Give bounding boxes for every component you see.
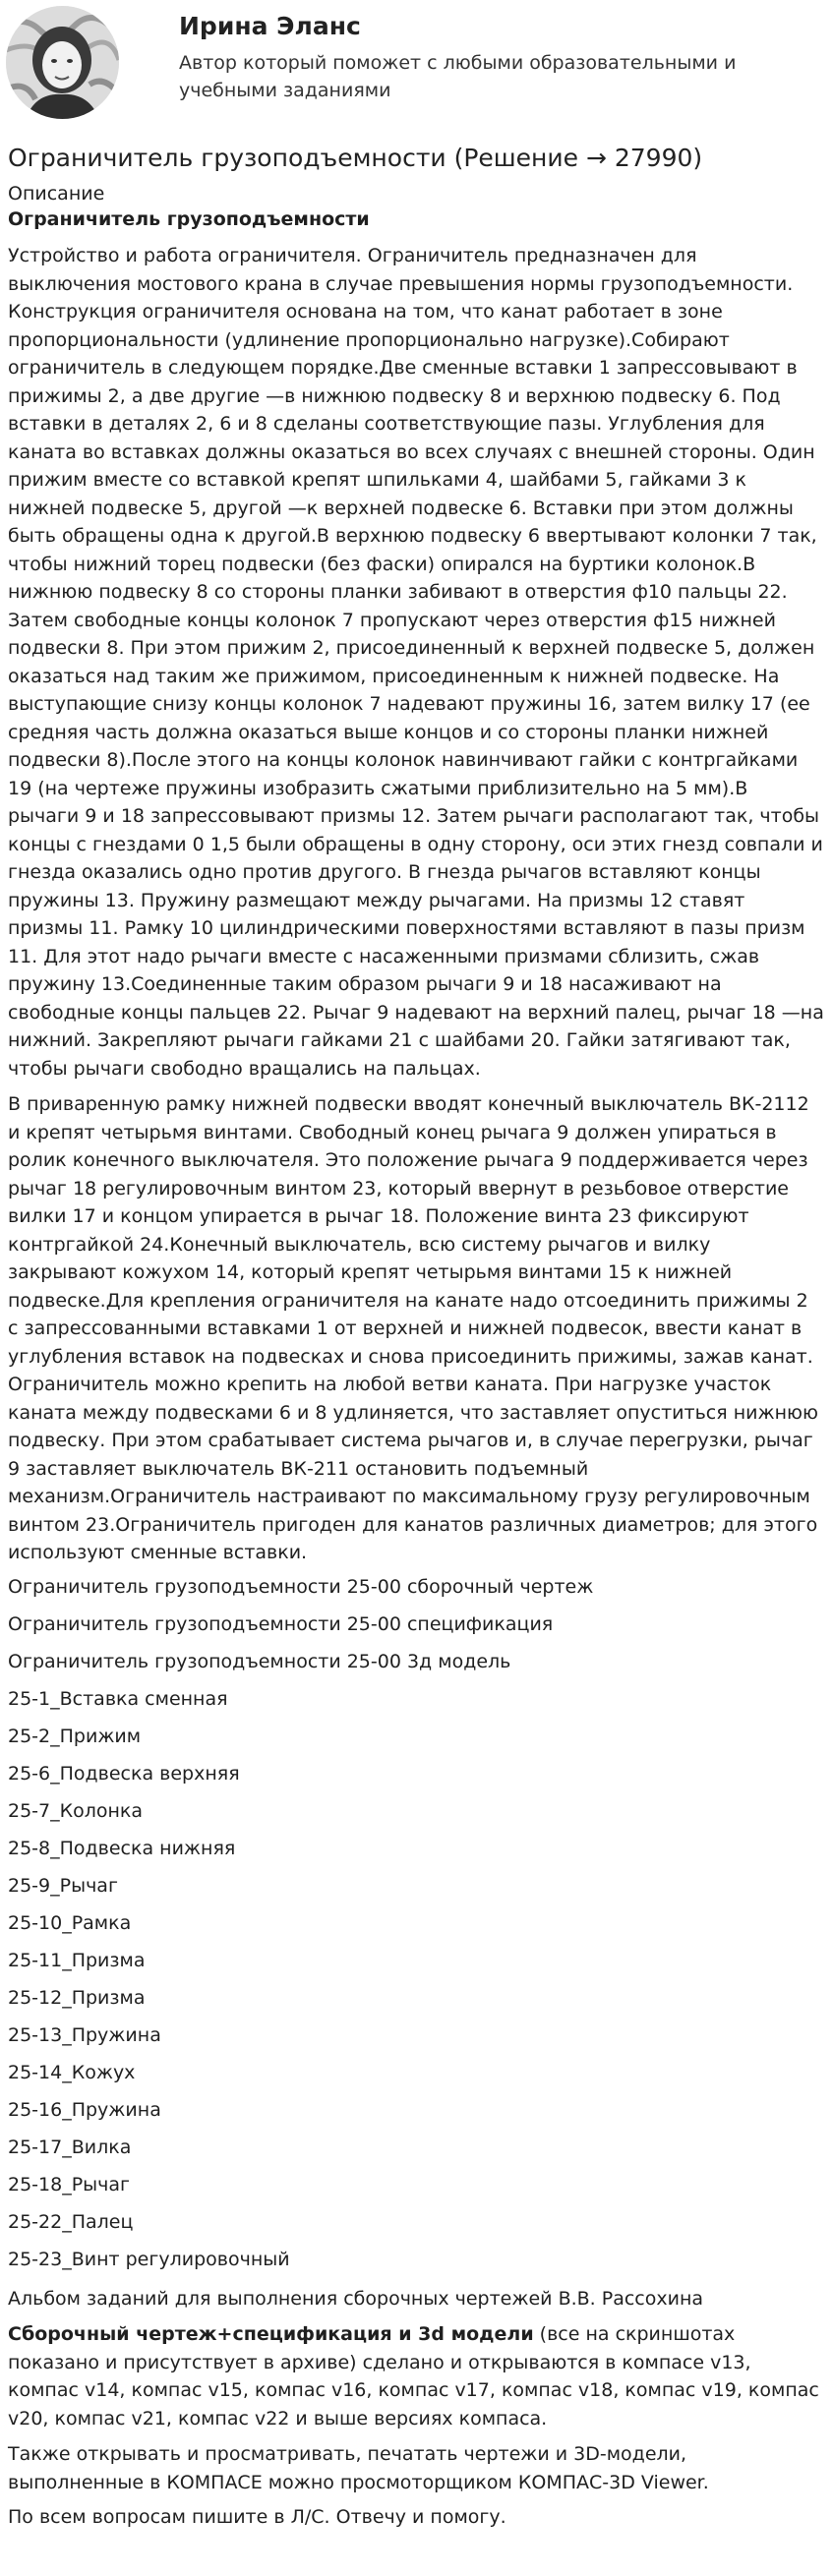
bundle-note-rest: (все на скриншотах показано и присутствует в архиве) сделано и открываются в компасе v13, компас v14, компас v15, компас v16, компас v17, компас v18, компас v19, компас v20, компас v21, компас v22 и выше версиях компаса. — [8, 2323, 819, 2430]
description-label: Описание — [8, 183, 105, 205]
file-list-item: 25-22_Палец — [8, 2210, 134, 2233]
file-list-item: 25-17_Вилка — [8, 2136, 132, 2158]
author-name[interactable]: Ирина Эланс — [179, 12, 361, 40]
file-list-item: Ограничитель грузоподъемности 25-00 сборочный чертеж — [8, 1575, 594, 1598]
file-list — [8, 1575, 824, 2272]
file-list-item: Ограничитель грузоподъемности 25-00 3д модель — [8, 1650, 511, 1672]
file-list-item: Ограничитель грузоподъемности 25-00 спецификация — [8, 1612, 554, 1635]
bundle-note-bold: Сборочный чертеж+спецификация и 3d модели — [8, 2323, 534, 2345]
page-title: Ограничитель грузоподъемности (Решение → 27990) — [8, 144, 703, 172]
file-list-item: 25-8_Подвеска нижняя — [8, 1837, 236, 1859]
file-list-item: 25-2_Прижим — [8, 1725, 142, 1747]
file-list-item: 25-23_Винт регулировочный — [8, 2248, 290, 2270]
contact-note: По всем вопросам пишите в Л/С. Отвечу и помогу. — [8, 2506, 506, 2528]
file-list-item: 25-7_Колонка — [8, 1799, 144, 1822]
description-paragraph-1: Устройство и работа ограничителя. Ограничитель предназначен для выключения мостового крана в случае превышения нормы грузоподъемности. Конструкция ограничителя основана на том, что канат работает в зоне пропорциональности (удлинение пропорционально нагрузке).Собирают ограничитель в следующем порядке.Две сменные вставки 1 запрессовывают в прижимы 2, а две другие —в нижнюю подвеску 8 и верхнюю подвеску 6. Под вставки в деталях 2, 6 и 8 сделаны соответствующие пазы. Углубления для каната во вставках должны оказаться во всех случаях с внешней стороны. Один прижим вместе со вставкой крепят шпильками 4, шайбами 5, гайками 3 к нижней подвеске 5, другой —к верхней подвеске 6. Вставки при этом должны быть обращены одна к другой.В верхнюю подвеску 6 ввертывают колонки 7 так, чтобы нижний торец подвески (без фаски) опирался на буртики колонок.В нижнюю подвеску 8 со стороны планки забивают в отверстия ф10 пальцы 22. Затем свободные концы колонок 7 пропускают через отверстия ф15 нижней подвески 8. При этом прижим 2, присоединенный к верхней подвеске 5, должен оказаться над таким же прижимом, присоединенным к нижней подвеске. На выступающие снизу концы колонок 7 надевают пружины 16, затем вилку 17 (ее средняя часть должна оказаться выше концов и со стороны планки нижней подвески 8).После этого на концы колонок навинчивают гайки с контргайками 19 (на чертеже пружины изобразить сжатыми приблизительно на 5 мм).В рычаги 9 и 18 запрессовывают призмы 12. Затем рычаги располагают так, чтобы концы с гнездами 0 1,5 были обращены в одну сторону, оси этих гнезд совпали и гнезда оказались одно против другого. В гнезда рычагов вставляют концы пружины 13. Пружину размещают между рычагами. На призмы 12 ставят призмы 11. Рамку 10 цилиндрическими поверхностями вставляют в пазы призм 11. Для этот надо рычаги вместе с насаженными призмами сблизить, сжав пружину 13.Соединенные таким образом рычаги 9 и 18 насаживают на свободные концы пальцев 22. Рычаг 9 надевают на верхний палец, рычаг 18 —на нижний. Закрепляют рычаги гайками 21 с шайбами 20. Гайки затягивают так, чтобы рычаги свободно вращались на пальцах. — [8, 245, 824, 1080]
file-list-item: 25-18_Рычаг — [8, 2173, 131, 2195]
main-content — [8, 181, 824, 2530]
author-description: Автор который поможет с любыми образовательными и учебными заданиями — [179, 52, 737, 101]
file-list-item: 25-12_Призма — [8, 1986, 146, 2009]
viewer-note: Также открывать и просматривать, печатать чертежи и 3D-модели, выполненные в КОМПАСЕ можно просмоторщиком КОМПАС-3D Viewer. — [8, 2443, 709, 2493]
author-header — [0, 0, 833, 138]
file-list-item: 25-14_Кожух — [8, 2061, 136, 2083]
avatar-photo — [6, 6, 119, 119]
file-list-item: 25-10_Рамка — [8, 1911, 132, 1934]
description-paragraph-2: В приваренную рамку нижней подвески вводят конечный выключатель ВК-2112 и крепят четырьмя винтами. Свободный конец рычага 9 должен упираться в ролик конечного выключателя. Это положение рычага 9 поддерживается через рычаг 18 регулировочным винтом 23, который ввернут в резьбовое отверстие вилки 17 и концом упирается в рычаг 18. Положение винта 23 фиксируют контргайкой 24.Конечный выключатель, всю систему рычагов и вилку закрывают кожухом 14, который крепят четырьмя винтами 15 к нижней подвеске.Для крепления ограничителя на канате надо отсоединить прижимы 2 с запрессованными вставками 1 от верхней и нижней подвесок, ввести канат в углубления вставок на подвесках и снова присоединить прижимы, зажав канат. Ограничитель можно крепить на любой ветви каната. При нагрузке участок каната между подвесками 6 и 8 удлиняется, что заставляет опуститься нижнюю подвеску. При этом срабатывает система рычагов и, в случае перегрузки, рычаг 9 заставляет выключатель ВК-211 остановить подъемный механизм.Ограничитель настраивают по максимальному грузу регулировочным винтом 23.Ограничитель пригоден для канатов различных диаметров; для этого используют сменные вставки. — [8, 1093, 818, 1563]
file-list-item: 25-6_Подвеска верхняя — [8, 1762, 240, 1785]
file-list-item: 25-13_Пружина — [8, 2023, 161, 2046]
file-list-item: 25-16_Пружина — [8, 2098, 161, 2121]
file-list-item: 25-11_Призма — [8, 1949, 146, 1971]
file-list-item: 25-1_Вставка сменная — [8, 1687, 228, 1710]
bundle-note — [8, 2320, 824, 2432]
album-note: Альбом заданий для выполнения сборочных чертежей В.В. Рассохина — [8, 2287, 704, 2310]
file-list-item: 25-9_Рычаг — [8, 1874, 118, 1897]
author-avatar[interactable] — [6, 6, 119, 119]
description-subtitle: Ограничитель грузоподъемности — [8, 208, 370, 230]
